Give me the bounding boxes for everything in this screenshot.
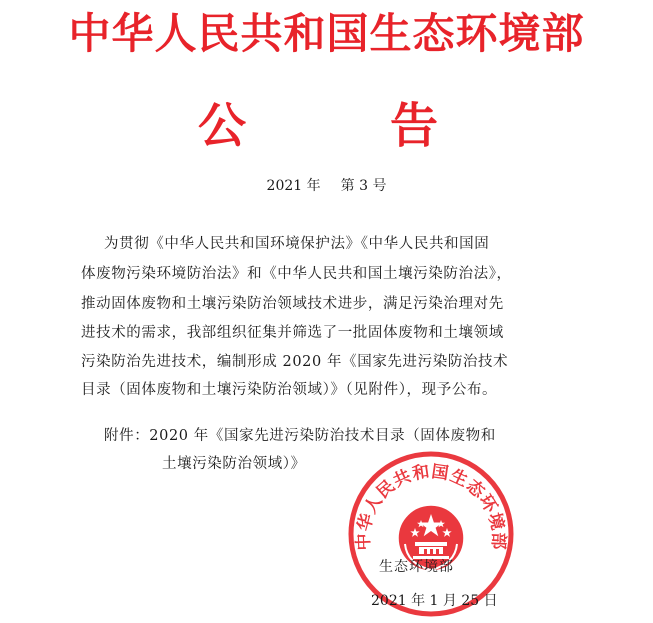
document-type-title [0, 94, 653, 158]
body-paragraph-line: 目录（固体废物和土壤污染防治领域）》（见附件），现予公布。 [81, 382, 498, 398]
attachment-line: 附件：2020 年《国家先进污染防治技术目录（固体废物和 [104, 428, 496, 444]
body-paragraph-line: 污染防治先进技术，编制形成 2020 年《国家先进污染防治技术 [81, 354, 509, 370]
attachment-line: 土壤污染防治领域）》 [162, 456, 306, 472]
body-paragraph-line: 推动固体废物和土壤污染防治领域技术进步，满足污染治理对先 [81, 296, 504, 312]
doc-type-char-2: 告 [390, 98, 439, 154]
body-paragraph-line: 为贯彻《中华人民共和国环境保护法》《中华人民共和国固 [104, 236, 490, 252]
signature-date: 2021 年 1 月 25 日 [371, 593, 498, 609]
body-paragraph-line: 进技术的需求，我部组织征集并筛选了一批固体废物和土壤领域 [81, 325, 504, 341]
doc-serial: 第 3 号 [340, 178, 387, 194]
doc-type-char-1: 公 [198, 98, 247, 154]
document-number [0, 176, 653, 196]
body-paragraph-line: 体废物污染环境防治法》和《中华人民共和国土壤污染防治法》， [81, 266, 512, 282]
signer-name: 生态环境部 [379, 559, 454, 575]
doc-year: 2021 年 [266, 178, 321, 194]
ministry-title: 中华人民共和国生态环境部 [68, 9, 585, 58]
seal-text: 中华人民共和国生态环境部 [353, 461, 509, 551]
